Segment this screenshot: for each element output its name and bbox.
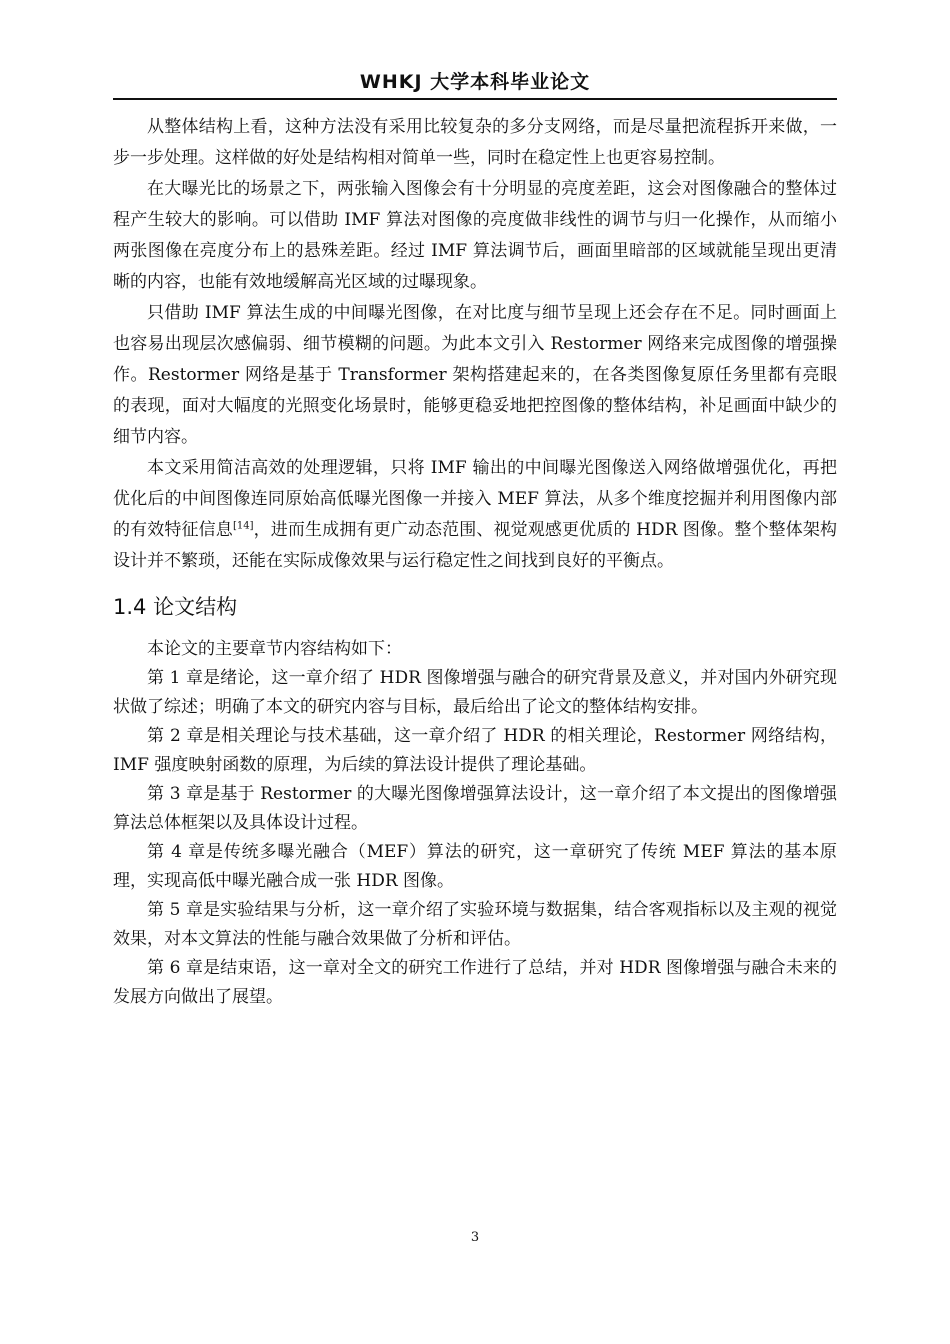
chapter-summary: 第 5 章是实验结果与分析，这一章介绍了实验环境与数据集，结合客观指标以及主观的视觉效果，对本文算法的性能与融合效果做了分析和评估。 (113, 900, 837, 949)
paragraph-text: ，进而生成拥有更广动态范围、视觉观感更优质的 HDR 图像。整个整体架构设计并不繁琐，还能在实际成像效果与运行稳定性之间找到良好的平衡点。 (113, 520, 838, 571)
body-paragraph: 在大曝光比的场景之下，两张输入图像会有十分明显的亮度差距，这会对图像融合的整体过程产生较大的影响。可以借助 IMF 算法对图像的亮度做非线性的调节与归一化操作，从而缩小两张图像在亮度分布上的悬殊差距。经过 IMF 算法调节后，画面里暗部的区域就能呈现出更清晰的内容，也能有效地缓解高光区域的过曝现象。 (113, 179, 837, 292)
body-paragraph: 只借助 IMF 算法生成的中间曝光图像，在对比度与细节呈现上还会存在不足。同时画面上也容易出现层次感偏弱、细节模糊的问题。为此本文引入 Restormer 网络来完成图像的增强操作。Restormer 网络是基于 Transformer 架构搭建起来的，在各类图像复原任务里都有亮眼的表现，面对大幅度的光照变化场景时，能够更稳妥地把控图像的整体结构，补足画面中缺少的细节内容。 (113, 303, 837, 447)
page-number: 3 (470, 1230, 480, 1245)
chapter-summary: 第 3 章是基于 Restormer 的大曝光图像增强算法设计，这一章介绍了本文提出的图像增强算法总体框架以及具体设计过程。 (113, 784, 837, 833)
body-paragraph: 本论文的主要章节内容结构如下： (147, 639, 402, 659)
chapter-summary: 第 2 章是相关理论与技术基础，这一章介绍了 HDR 的相关理论，Restormer 网络结构，IMF 强度映射函数的原理，为后续的算法设计提供了理论基础。 (113, 726, 837, 775)
page-body (113, 112, 837, 1012)
header-rule (113, 98, 837, 100)
chapter-summary: 第 1 章是绪论，这一章介绍了 HDR 图像增强与融合的研究背景及意义，并对国内外研究现状做了综述；明确了本文的研究内容与目标，最后给出了论文的整体结构安排。 (113, 668, 837, 717)
running-header: WHKJ 大学本科毕业论文 (359, 71, 591, 93)
body-paragraph: 从整体结构上看，这种方法没有采用比较复杂的多分支网络，而是尽量把流程拆开来做，一步一步处理。这样做的好处是结构相对简单一些，同时在稳定性上也更容易控制。 (113, 117, 837, 168)
paragraph-text: 本文采用简洁高效的处理逻辑，只将 IMF 输出的中间曝光图像送入网络做增强优化，再把优化后的中间图像连同原始高低曝光图像一并接入 MEF 算法，从多个维度挖掘并利用图像内部的有效特征信息 (113, 458, 837, 540)
section-heading: 1.4 论文结构 (113, 595, 238, 619)
citation-reference: [14] (232, 520, 254, 532)
chapter-summary: 第 4 章是传统多曝光融合（MEF）算法的研究，这一章研究了传统 MEF 算法的基本原理，实现高低中曝光融合成一张 HDR 图像。 (113, 842, 837, 891)
body-paragraph-with-citation (113, 453, 837, 577)
chapter-summary: 第 6 章是结束语，这一章对全文的研究工作进行了总结，并对 HDR 图像增强与融合未来的发展方向做出了展望。 (113, 958, 837, 1007)
